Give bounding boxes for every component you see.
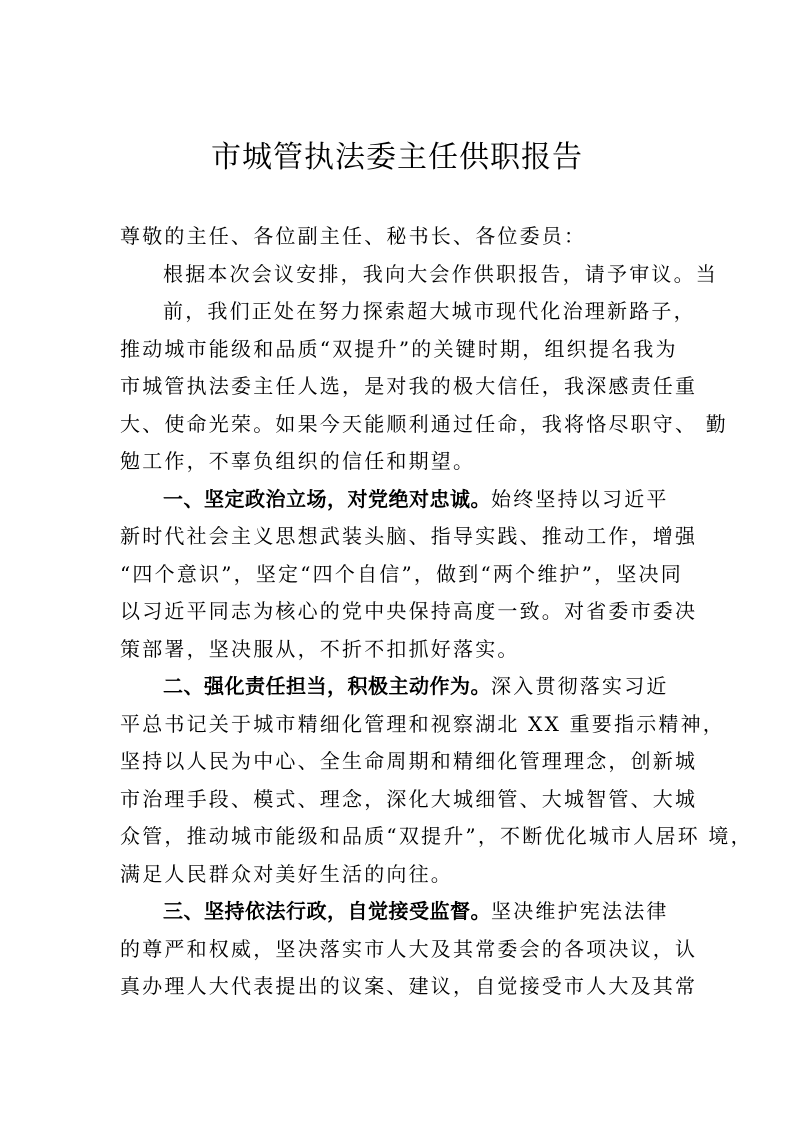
line-text: 真办理人大代表提出的议案、建议，自觉接受市人大及其常 — [120, 974, 698, 998]
text-line — [120, 518, 698, 556]
text-line — [120, 968, 698, 1006]
line-text: “四个意识”，坚定“四个自信”，做到“两个维护”，坚决同 — [120, 561, 683, 586]
line-text: 众管，推动城市能级和品质“双提升”，不断优化城市人居环 境， — [120, 824, 753, 848]
line-text: 始终坚持以习近平 — [491, 486, 669, 511]
text-line — [120, 556, 690, 594]
line-text: 新时代社会主义思想武装头脑、指导实践、推动工作，增强 — [120, 524, 698, 548]
text-line — [120, 593, 698, 631]
line-text: 策部署，坚决服从，不折不扣抓好落实。 — [120, 636, 520, 661]
line-text: 深入贯彻落实习近 — [491, 674, 669, 698]
line-text: 坚决维护宪法法律 — [491, 899, 669, 923]
line-text: 根据本次会议安排，我向大会作供职报告，请予审议。当 — [163, 261, 718, 286]
text-line — [120, 668, 690, 706]
line-text: 勉工作，不辜负组织的信任和期望。 — [120, 449, 476, 473]
line-text: 前，我们正处在努力探索超大城市现代化治理新路子， — [163, 299, 696, 323]
line-text: 平总书记关于城市精细化管理和视察湖北 XX 重要指示精神， — [120, 711, 725, 736]
salutation: 尊敬的主任、各位副主任、秘书长、各位委员： — [120, 224, 587, 248]
text-line — [120, 406, 728, 444]
line-text: 坚持以人民为中心、全生命周期和精细化管理理念，创新城 — [120, 749, 698, 773]
text-line — [120, 481, 690, 519]
text-line — [120, 631, 690, 669]
text-line — [120, 893, 690, 931]
text-line — [120, 706, 725, 744]
text-line — [120, 856, 690, 894]
document-body — [120, 218, 753, 1006]
line-text: 的尊严和权威，坚决落实市人大及其常委会的各项决议，认 — [120, 936, 698, 961]
text-line — [120, 781, 698, 819]
text-line — [120, 256, 718, 294]
text-line — [120, 443, 690, 481]
text-line — [120, 293, 696, 331]
text-line — [120, 931, 698, 969]
text-line — [120, 818, 753, 856]
line-text: 以习近平同志为核心的党中央保持高度一致。对省委市委决 — [120, 599, 698, 623]
line-text: 满足人民群众对美好生活的向往。 — [120, 861, 453, 886]
line-text: 大、使命光荣。如果今天能顺利通过任命，我将恪尽职守、 勤 — [120, 411, 728, 436]
section-heading: 一、坚定政治立场，对党绝对忠诚。 — [163, 486, 491, 511]
text-line — [120, 368, 698, 406]
line-text: 市治理手段、模式、理念，深化大城细管、大城智管、大城 — [120, 786, 698, 811]
paragraph-lines — [120, 256, 753, 1006]
line-text: 市城管执法委主任人选，是对我的极大信任，我深感责任重 — [120, 374, 698, 398]
line-text: 推动城市能级和品质“双提升”的关键时期，组织提名我为 — [120, 336, 678, 361]
document-title: 市城管执法委主任供职报告 — [211, 140, 583, 175]
section-heading: 三、坚持依法行政，自觉接受监督。 — [163, 899, 491, 923]
section-heading: 二、强化责任担当，积极主动作为。 — [163, 674, 491, 698]
text-line — [120, 743, 698, 781]
text-line — [120, 331, 690, 369]
